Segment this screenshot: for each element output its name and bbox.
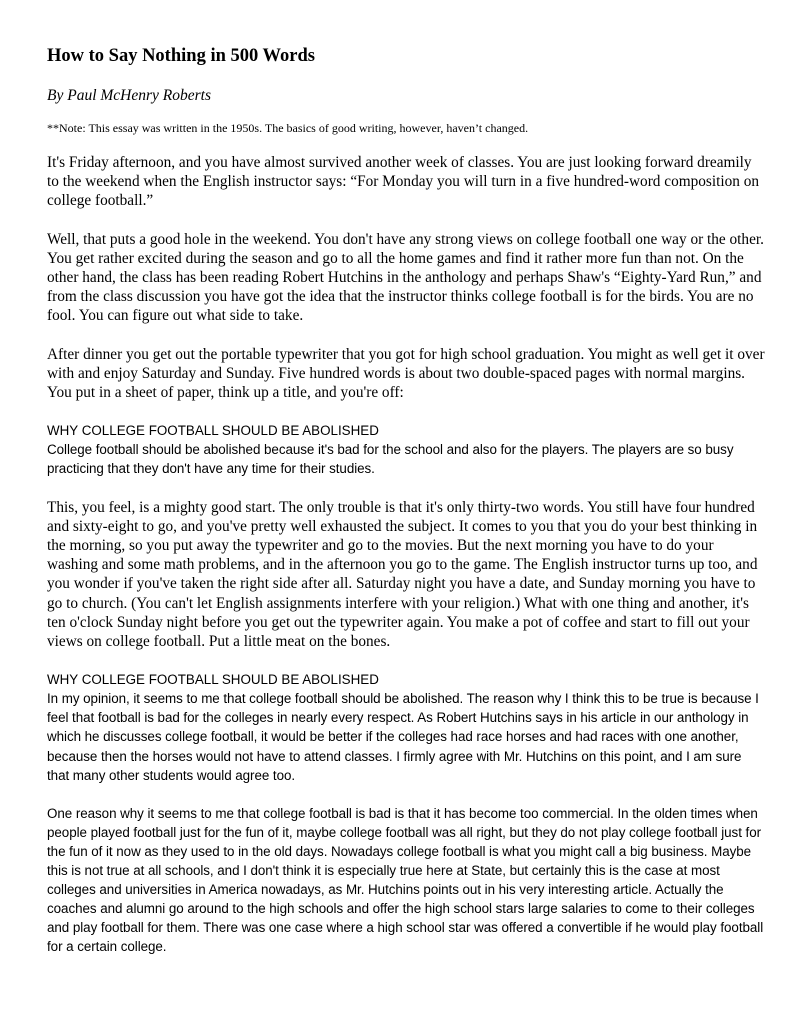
paragraph-1: It's Friday afternoon, and you have almost survived another week of classes. You are just looking forward dreamily to the weekend when the English instructor says: “For Monday you will turn in a five hundred-word composition on college football.” [47,154,760,210]
draft-2-text-2: One reason why it seems to me that college football is bad is that it has become too commercial. In the olden times when people played football just for the fun of it, maybe college football was all right, but they do not play college football just for the fun of it now as they used to in the old days. Nowadays college football is what you might call a big business. Maybe this is not true at all schools, and I don't think it is especially true here at State, but certainly this is the case at most colleges and universities in America nowadays, as Mr. Hutchins points out in his very interesting article. Actually the coaches and alumni go around to the high schools and offer the high school stars large salaries to come to their colleges and play football for them. There was one case where a high school star was offered a convertible if he would play football for a certain college. [47,805,764,955]
author-byline: By Paul McHenry Roberts [47,87,211,104]
paragraph-4: This, you feel, is a mighty good start. The only trouble is that it's only thirty-two words. You still have four hundred and sixty-eight to go, and you've pretty well exhausted the subject. It comes to you that you do your best thinking in the morning, so you put away the typewriter and go to the movies. But the next morning you have to do your washing and some math problems, and in the afternoon you go to the game. The English instructor turns up too, and you wonder if you've taken the right side after all. Saturday night you have a date, and Sunday morning you have to go to church. (You can't let English assignments interfere with your religion.) What with one thing and another, it's ten o'clock Sunday night before you get out the typewriter again. You make a pot of coffee and start to fill out your views on college football. Put a little meat on the bones. [47,498,758,650]
document-title: How to Say Nothing in 500 Words [47,46,315,66]
editor-note: **Note: This essay was written in the 1950s. The basics of good writing, however, haven’t changed. [47,121,529,135]
paragraph-3: After dinner you get out the portable typewriter that you got for high school graduation. You might as well get it over with and enjoy Saturday and Sunday. Five hundred words is about two double-spaced pages with normal margins. You put in a sheet of paper, think up a title, and you're off: [47,345,765,402]
document-page [47,44,767,956]
draft-1-text: College football should be abolished because it's bad for the school and also for the players. The players are so busy practicing that they don't have any time for their studies. [47,442,734,477]
paragraph-2: Well, that puts a good hole in the weekend. You don't have any strong views on college football one way or the other. You get rather excited during the season and go to all the home games and find it rather more fun than not. On the other hand, the class has been reading Robert Hutchins in the anthology and perhaps Shaw's “Eighty-Yard Run,” and from the class discussion you have got the idea that the instructor thinks college football is for the birds. You are no fool. You can figure out what side to take. [47,230,764,325]
draft-2-text-1: In my opinion, it seems to me that college football should be abolished. The reason why I think this to be true is because I feel that football is bad for the colleges in nearly every respect. As Robert Hutchins says in his article in our anthology in which he discusses college football, it would be better if the colleges had race horses and had races with one another, because then the horses would not have to attend classes. I firmly agree with Mr. Hutchins on this point, and I am sure that many other students would agree too. [47,691,759,783]
draft-2-heading: WHY COLLEGE FOOTBALL SHOULD BE ABOLISHED [47,672,379,688]
draft-1-heading: WHY COLLEGE FOOTBALL SHOULD BE ABOLISHED [47,423,379,439]
